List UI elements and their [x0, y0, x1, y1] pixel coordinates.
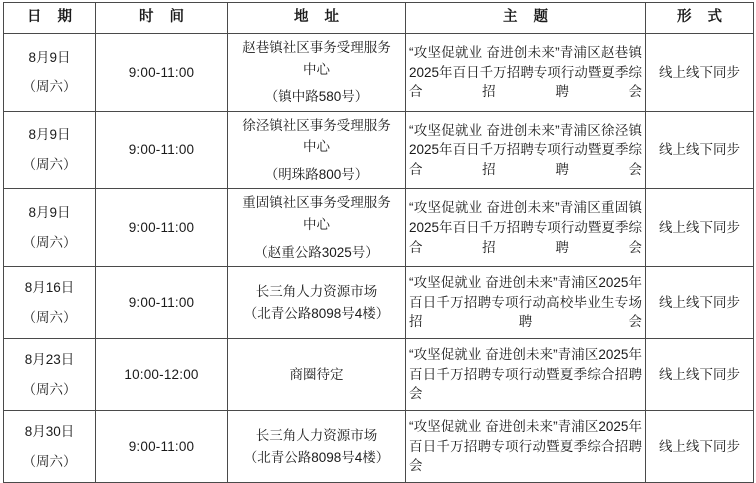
- cell-date: [4, 34, 96, 112]
- theme-text: “攻坚促就业 奋进创未来”青浦区赵巷镇2025年百日千万招聘专项行动暨夏季综合招聘会: [409, 45, 642, 100]
- cell-time: 10:00-12:00: [96, 339, 228, 411]
- address-line: （北青公路8098号4楼）: [243, 305, 390, 321]
- cell-time: 9:00-11:00: [96, 189, 228, 267]
- cell-address: [228, 189, 406, 267]
- table-body: [4, 34, 754, 483]
- cell-date: [4, 111, 96, 189]
- date-weekday: （周六）: [22, 234, 77, 250]
- cell-form: 线上线下同步: [646, 189, 754, 267]
- column-header-address: 地 址: [228, 3, 406, 34]
- theme-text: “攻坚促就业 奋进创未来”青浦区徐泾镇2025年百日千万招聘专项行动暨夏季综合招聘会: [409, 122, 642, 177]
- cell-theme: [406, 34, 646, 112]
- table-row: [4, 339, 754, 411]
- address-line: 中心: [303, 216, 330, 232]
- cell-form: 线上线下同步: [646, 411, 754, 483]
- theme-text: “攻坚促就业 奋进创未来”青浦区重固镇2025年百日千万招聘专项行动暨夏季综合招聘会: [409, 200, 642, 255]
- cell-form: 线上线下同步: [646, 34, 754, 112]
- cell-theme: [406, 267, 646, 339]
- cell-date: [4, 267, 96, 339]
- cell-address: [228, 411, 406, 483]
- table-row: [4, 189, 754, 267]
- table-header-row: [4, 3, 754, 34]
- cell-form: 线上线下同步: [646, 339, 754, 411]
- column-header-form: 形 式: [646, 3, 754, 34]
- date-main: 8月9日: [28, 205, 71, 221]
- table-row: [4, 34, 754, 112]
- table-header: [4, 3, 754, 34]
- table-row: [4, 267, 754, 339]
- address-line: （北青公路8098号4楼）: [243, 449, 390, 465]
- date-main: 8月16日: [24, 280, 75, 295]
- address-line: （镇中路580号）: [264, 89, 369, 105]
- address-line: 长三角人力资源市场: [255, 284, 378, 299]
- address-line: 商圈待定: [289, 366, 344, 382]
- address-line: 重固镇社区事务受理服务: [242, 195, 391, 211]
- cell-address: [228, 267, 406, 339]
- date-weekday: （周六）: [22, 79, 77, 95]
- column-header-time: 时 间: [96, 3, 228, 34]
- date-main: 8月30日: [24, 424, 75, 439]
- cell-theme: [406, 339, 646, 411]
- address-line: 徐泾镇社区事务受理服务: [242, 117, 391, 133]
- date-main: 8月9日: [28, 49, 71, 65]
- table-row: [4, 411, 754, 483]
- date-weekday: （周六）: [22, 309, 77, 325]
- address-line: （明珠路800号）: [264, 166, 369, 182]
- cell-theme: [406, 111, 646, 189]
- address-line: 中心: [303, 139, 330, 155]
- cell-address: [228, 339, 406, 411]
- cell-form: 线上线下同步: [646, 111, 754, 189]
- cell-time: 9:00-11:00: [96, 111, 228, 189]
- cell-time: 9:00-11:00: [96, 411, 228, 483]
- cell-form: 线上线下同步: [646, 267, 754, 339]
- job-fair-schedule-table: [3, 2, 754, 483]
- address-line: （赵重公路3025号）: [254, 244, 379, 260]
- cell-theme: [406, 411, 646, 483]
- table-row: [4, 111, 754, 189]
- cell-address: [228, 34, 406, 112]
- address-line: 赵巷镇社区事务受理服务: [242, 40, 391, 55]
- cell-date: [4, 339, 96, 411]
- date-main: 8月23日: [24, 352, 75, 367]
- address-line: 长三角人力资源市场: [255, 428, 378, 443]
- column-header-date: 日 期: [4, 3, 96, 34]
- cell-time: 9:00-11:00: [96, 34, 228, 112]
- cell-date: [4, 411, 96, 483]
- cell-date: [4, 189, 96, 267]
- theme-text: “攻坚促就业 奋进创未来”青浦区2025年百日千万招聘专项行动高校毕业生专场招聘会: [409, 275, 642, 330]
- date-weekday: （周六）: [22, 453, 77, 469]
- address-line: 中心: [303, 61, 330, 77]
- date-weekday: （周六）: [22, 381, 77, 397]
- cell-address: [228, 111, 406, 189]
- date-main: 8月9日: [28, 127, 71, 143]
- column-header-theme: 主 题: [406, 3, 646, 34]
- theme-text: “攻坚促就业 奋进创未来”青浦区2025年百日千万招聘专项行动暨夏季综合招聘会: [409, 347, 642, 402]
- cell-theme: [406, 189, 646, 267]
- theme-text: “攻坚促就业 奋进创未来”青浦区2025年百日千万招聘专项行动暨夏季综合招聘会: [409, 419, 642, 474]
- date-weekday: （周六）: [22, 157, 77, 173]
- cell-time: 9:00-11:00: [96, 267, 228, 339]
